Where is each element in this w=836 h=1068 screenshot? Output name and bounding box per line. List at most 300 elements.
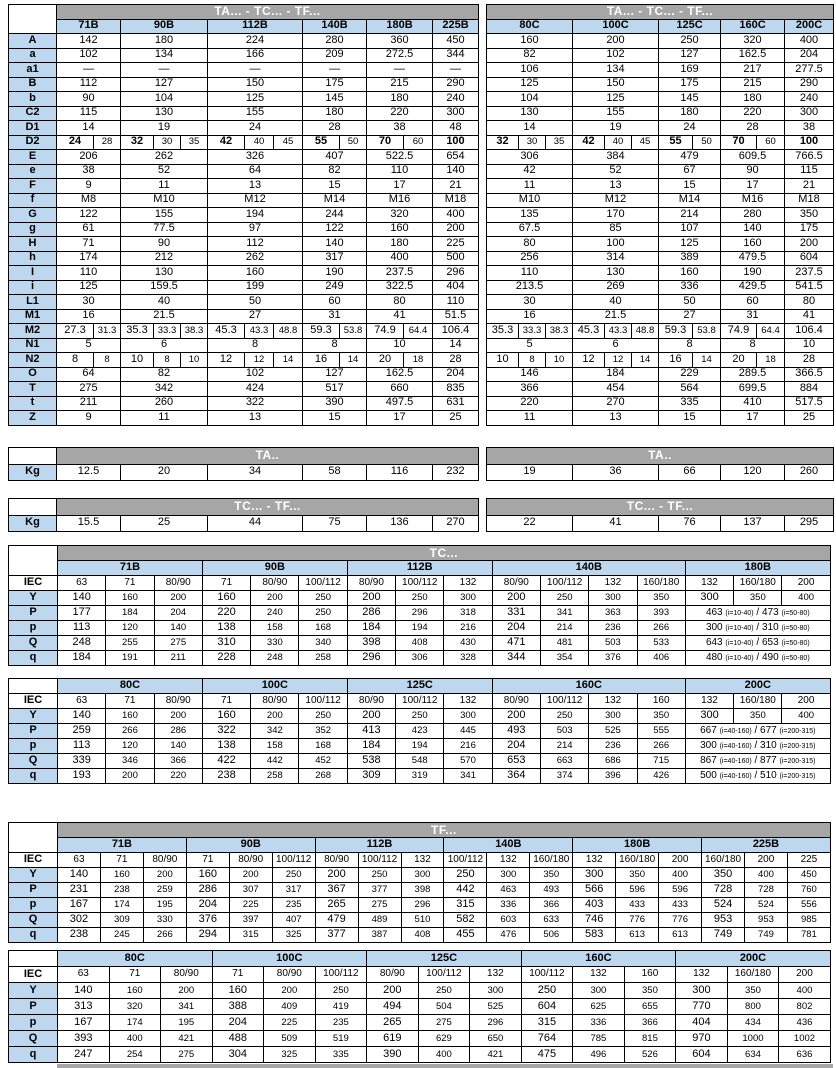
cell: 160 <box>624 967 676 983</box>
cell: 300 <box>685 591 733 606</box>
cell: 643 (i=10-40) / 653 (i=50-80) <box>685 636 830 651</box>
dimensions-table-c-sizes <box>486 4 834 426</box>
kg-tctf-c <box>486 498 834 532</box>
cell: 50 <box>208 295 303 310</box>
cell: 200 <box>229 868 272 883</box>
cell: 445 <box>444 724 492 739</box>
cell: 170 <box>573 208 659 223</box>
cell: 247 <box>58 1047 110 1063</box>
cell: 232 <box>433 464 479 481</box>
cell: 407 <box>303 150 367 165</box>
cell: 631 <box>433 396 479 411</box>
cell: 250 <box>358 868 401 883</box>
size-header: 160C <box>521 951 676 967</box>
cell: 250 <box>521 983 573 999</box>
cell: 138 <box>202 621 250 636</box>
row-label: i <box>9 280 57 295</box>
cell: 393 <box>637 606 685 621</box>
cell: 225 <box>787 853 830 868</box>
cell: 350 <box>785 208 834 223</box>
cell: 180 <box>367 92 433 107</box>
cell: 184 <box>347 621 395 636</box>
cell: 629 <box>418 1031 470 1047</box>
cell: 71 <box>57 237 121 252</box>
cell: 667 (i=40-160) / 677 (i=200-315) <box>685 724 830 739</box>
row-label: f <box>9 193 57 208</box>
cell: 363 <box>589 606 637 621</box>
cell: 524 <box>745 898 788 913</box>
cell: 374 <box>540 769 588 784</box>
cell: M10 <box>121 193 208 208</box>
cell: 140 <box>154 621 202 636</box>
cell: 224 <box>208 34 303 49</box>
cell: 102 <box>573 48 659 63</box>
cell: 322 <box>208 396 303 411</box>
cell: M16 <box>721 193 785 208</box>
cell: 315 <box>444 898 487 913</box>
cell: 225 <box>433 237 479 252</box>
size-header: 90B <box>186 838 315 853</box>
cell: 41 <box>785 309 834 324</box>
cell: 430 <box>444 636 492 651</box>
cell: 326 <box>208 150 303 165</box>
cell: 250 <box>299 606 347 621</box>
table-title: TA.. <box>57 448 479 465</box>
cell: 596 <box>659 883 702 898</box>
cell: 52 <box>573 164 659 179</box>
cell: 48 <box>433 121 479 136</box>
tc-table-c <box>8 678 831 784</box>
cell: 259 <box>143 883 186 898</box>
cell: 184 <box>347 739 395 754</box>
cell: 280 <box>721 208 785 223</box>
cell: 341 <box>161 999 213 1015</box>
ratio-note: (i=10-40) <box>725 609 754 617</box>
cell: 106.4 <box>785 324 834 339</box>
cell: 27 <box>659 309 721 324</box>
size-header: 225B <box>702 838 831 853</box>
cell: 20 <box>721 353 757 368</box>
cell: 272.5 <box>367 48 433 63</box>
corner-cell <box>9 499 57 516</box>
cell: 211 <box>57 396 121 411</box>
cell: 200 <box>154 591 202 606</box>
cell: 190 <box>303 266 367 281</box>
ratio-note: (i=10-40) <box>725 624 754 632</box>
cell: 489 <box>358 913 401 928</box>
size-header: 180B <box>573 838 702 853</box>
cell: 228 <box>202 651 250 666</box>
cell: 275 <box>418 1015 470 1031</box>
cell: 802 <box>779 999 831 1015</box>
cell: 260 <box>785 464 834 481</box>
cell: 300 <box>487 868 530 883</box>
cell: 15 <box>659 411 721 426</box>
cell: 254 <box>109 1047 161 1063</box>
cell: 339 <box>58 754 106 769</box>
cell: 404 <box>433 280 479 295</box>
cell: 145 <box>303 92 367 107</box>
cell: 28 <box>94 135 121 150</box>
cell: 200 <box>782 694 830 709</box>
cell: 613 <box>659 928 702 943</box>
size-header: 140B <box>492 561 685 576</box>
cell: 366 <box>487 382 573 397</box>
cell: 231 <box>58 883 101 898</box>
cell: M14 <box>303 193 367 208</box>
cell: 162.5 <box>721 48 785 63</box>
cell: 300 <box>444 591 492 606</box>
cell: 195 <box>161 1015 213 1031</box>
size-header: 80C <box>487 19 573 34</box>
cell: 107 <box>659 222 721 237</box>
cell: 715 <box>637 754 685 769</box>
cell: 35 <box>181 135 208 150</box>
cell: — <box>208 63 303 78</box>
cell: 953 <box>745 913 788 928</box>
cell: 80 <box>367 295 433 310</box>
cell: 200 <box>492 709 540 724</box>
cell: 71 <box>109 967 161 983</box>
cell: 265 <box>315 898 358 913</box>
cell: 15 <box>303 411 367 426</box>
cell: 40 <box>605 135 632 150</box>
cell: 330 <box>143 913 186 928</box>
cell: 238 <box>58 928 101 943</box>
cell: 214 <box>540 621 588 636</box>
cell: 200 <box>347 591 395 606</box>
cell: 200 <box>315 868 358 883</box>
cell: 200 <box>251 709 299 724</box>
cell: 764 <box>521 1031 573 1047</box>
corner-cell <box>9 5 57 34</box>
cell: 13 <box>573 411 659 426</box>
cell: 325 <box>264 1047 316 1063</box>
cell: 200 <box>347 709 395 724</box>
cell: 5 <box>487 338 573 353</box>
cell: 259 <box>58 724 106 739</box>
cell: 249 <box>303 280 367 295</box>
cell: 175 <box>659 77 721 92</box>
cell: 255 <box>106 636 154 651</box>
cell: 100/112 <box>418 967 470 983</box>
cell: 250 <box>299 591 347 606</box>
cell: 13 <box>573 179 659 194</box>
cell: 200 <box>143 868 186 883</box>
cell: 17 <box>367 179 433 194</box>
cell: 17 <box>721 179 785 194</box>
cell: 408 <box>396 636 444 651</box>
cell: 367 <box>315 883 358 898</box>
row-label: Y <box>9 709 58 724</box>
cell: 61 <box>57 222 121 237</box>
cell: 564 <box>659 382 721 397</box>
cell: 250 <box>444 868 487 883</box>
cell: 476 <box>487 928 530 943</box>
cell: 200 <box>106 769 154 784</box>
cell: 509 <box>264 1031 316 1047</box>
cell: 52 <box>121 164 208 179</box>
cell: — <box>303 63 367 78</box>
cell: 815 <box>624 1031 676 1047</box>
cell: 51.5 <box>433 309 479 324</box>
cell: 776 <box>616 913 659 928</box>
cell: 184 <box>106 606 154 621</box>
cell: 317 <box>303 251 367 266</box>
cell: 204 <box>492 621 540 636</box>
cell: 27 <box>208 309 303 324</box>
cell: 10 <box>367 338 433 353</box>
cell: 406 <box>637 651 685 666</box>
cell: 313 <box>58 999 110 1015</box>
cell: 524 <box>702 898 745 913</box>
cell: 60 <box>303 295 367 310</box>
cell: 132 <box>401 853 444 868</box>
cell: 160 <box>659 266 721 281</box>
cell: 190 <box>721 266 785 281</box>
cell: 160/180 <box>727 967 779 983</box>
cell: 193 <box>58 769 106 784</box>
cell: 71 <box>106 694 154 709</box>
cell: 525 <box>470 999 522 1015</box>
ratio-note: (i=50-80) <box>781 639 810 647</box>
cell: 13 <box>208 179 303 194</box>
row-label: H <box>9 237 57 252</box>
cell: 38 <box>367 121 433 136</box>
cell: 526 <box>624 1047 676 1063</box>
cell: 404 <box>676 1015 728 1031</box>
cell: 300 <box>785 106 834 121</box>
cell: 596 <box>616 883 659 898</box>
cell: 53.8 <box>693 324 721 339</box>
cell: 100 <box>573 237 659 252</box>
cell: 30 <box>154 135 181 150</box>
cell: 55 <box>303 135 340 150</box>
cell: 200 <box>745 853 788 868</box>
cell: 30 <box>519 135 546 150</box>
cell: 479 <box>315 913 358 928</box>
cell: 350 <box>702 868 745 883</box>
cell: 160/180 <box>637 576 685 591</box>
cell: 336 <box>573 1015 625 1031</box>
cell: 350 <box>734 709 782 724</box>
cell: 175 <box>785 222 834 237</box>
cell: 80/90 <box>154 576 202 591</box>
cell: 400 <box>367 251 433 266</box>
size-header: 80C <box>58 679 203 694</box>
cell: 20 <box>121 464 208 481</box>
row-label: P <box>9 606 58 621</box>
cell: 619 <box>367 1031 419 1047</box>
cell: 204 <box>186 898 229 913</box>
cell: 240 <box>251 606 299 621</box>
cell: 160/180 <box>702 853 745 868</box>
ratio-note: (i=40-160) <box>719 757 752 765</box>
cell: 17 <box>721 411 785 426</box>
cell: 40 <box>121 295 208 310</box>
cell: 125 <box>659 237 721 252</box>
size-header: 71B <box>58 838 187 853</box>
cell: 393 <box>58 1031 110 1047</box>
cell: 5 <box>57 338 121 353</box>
cell: 604 <box>785 251 834 266</box>
cell: 488 <box>212 1031 264 1047</box>
cell: 479 <box>659 150 721 165</box>
cell: 180 <box>121 34 208 49</box>
cell: 132 <box>573 967 625 983</box>
cell: 80/90 <box>492 576 540 591</box>
cell: 100/112 <box>299 576 347 591</box>
cell: 106 <box>487 63 573 78</box>
cell: 633 <box>530 913 573 928</box>
cell: 74.9 <box>367 324 404 339</box>
cell: 204 <box>492 739 540 754</box>
weight-table-ta-c <box>486 447 834 481</box>
cell: 295 <box>785 515 834 532</box>
cell: 140 <box>58 591 106 606</box>
cell: 310 <box>202 636 250 651</box>
cell: 122 <box>303 222 367 237</box>
cell: 250 <box>272 868 315 883</box>
cell: 266 <box>637 621 685 636</box>
cell: 12 <box>573 353 605 368</box>
cell: 67 <box>659 164 721 179</box>
size-header: 71B <box>58 561 203 576</box>
size-header: 71B <box>57 19 121 34</box>
cell: 290 <box>433 77 479 92</box>
cell: 220 <box>154 769 202 784</box>
cell: 21.5 <box>573 309 659 324</box>
cell: — <box>121 63 208 78</box>
cell: 140 <box>58 868 101 883</box>
cell: 364 <box>492 769 540 784</box>
cell: 21.5 <box>121 309 208 324</box>
cell: 555 <box>637 724 685 739</box>
cell: 250 <box>418 983 470 999</box>
cell: 286 <box>186 883 229 898</box>
cell: 275 <box>358 898 401 913</box>
weight-table-tctf-b <box>8 498 479 532</box>
row-label: D2 <box>9 135 57 150</box>
cell: 11 <box>121 179 208 194</box>
cell: 19 <box>573 121 659 136</box>
cell: 145 <box>659 92 721 107</box>
cell: 300 <box>589 591 637 606</box>
cell: 14 <box>433 338 479 353</box>
cell: 413 <box>347 724 395 739</box>
cell: 225 <box>264 1015 316 1031</box>
size-header: 112B <box>347 561 492 576</box>
cell: 175 <box>303 77 367 92</box>
cell: 180 <box>303 106 367 121</box>
size-header: 200C <box>685 679 830 694</box>
cell: 422 <box>202 754 250 769</box>
cell: 384 <box>573 150 659 165</box>
ratio-note: (i=50-80) <box>781 624 810 632</box>
cell: 112 <box>208 237 303 252</box>
cell: 58 <box>303 464 367 481</box>
cell: 160 <box>100 868 143 883</box>
cell: 11 <box>487 179 573 194</box>
cell: 663 <box>540 754 588 769</box>
cell: 199 <box>208 280 303 295</box>
size-header: 112B <box>208 19 303 34</box>
cell: 636 <box>779 1047 831 1063</box>
cell: 194 <box>396 621 444 636</box>
row-label: A <box>9 34 57 49</box>
cell: 400 <box>782 709 830 724</box>
cell: 64 <box>57 367 121 382</box>
size-header: 200C <box>785 19 834 34</box>
cell: 533 <box>637 636 685 651</box>
cell: 320 <box>109 999 161 1015</box>
cell: 423 <box>396 724 444 739</box>
cell: 160 <box>106 709 154 724</box>
cell: 304 <box>212 1047 264 1063</box>
cell: 41 <box>367 309 433 324</box>
row-label: t <box>9 396 57 411</box>
ratio-note: (i=200-315) <box>779 772 816 780</box>
cell: 11 <box>121 411 208 426</box>
cell: 132 <box>685 576 733 591</box>
cell: 45.3 <box>208 324 245 339</box>
cell: 110 <box>57 266 121 281</box>
cell: 517 <box>303 382 367 397</box>
cell: 867 (i=40-160) / 877 (i=200-315) <box>685 754 830 769</box>
tc-table-b <box>8 545 831 666</box>
row-label: e <box>9 164 57 179</box>
cell: 137 <box>721 515 785 532</box>
cell: 100/112 <box>540 694 588 709</box>
cell: 309 <box>347 769 395 784</box>
cell: 24 <box>208 121 303 136</box>
cell: 25 <box>785 411 834 426</box>
size-header: 180B <box>685 561 830 576</box>
cell: 66 <box>659 464 721 481</box>
cell: 296 <box>401 898 444 913</box>
cell: 136 <box>367 515 433 532</box>
cell: 500 <box>433 251 479 266</box>
cell: 80/90 <box>367 967 419 983</box>
cell: 13 <box>208 411 303 426</box>
cell: 400 <box>745 868 788 883</box>
size-header: 80C <box>58 951 213 967</box>
row-label: G <box>9 208 57 223</box>
cell: 85 <box>573 222 659 237</box>
kg-tctf-b <box>8 498 479 532</box>
cell: 6 <box>573 338 659 353</box>
cell: 463 <box>487 883 530 898</box>
row-label: Q <box>9 636 58 651</box>
cell: 18 <box>404 353 433 368</box>
cell: 306 <box>487 150 573 165</box>
cell: 496 <box>573 1047 625 1063</box>
cell: 160 <box>202 709 250 724</box>
cell: 38 <box>57 164 121 179</box>
cell: 25 <box>433 411 479 426</box>
cell: 229 <box>659 367 721 382</box>
cell: 604 <box>676 1047 728 1063</box>
row-label: a <box>9 48 57 63</box>
cell: 235 <box>272 898 315 913</box>
tc-iec-table-b-sizes <box>8 545 831 666</box>
cell: 80/90 <box>229 853 272 868</box>
cell: 64.4 <box>404 324 433 339</box>
cell: 43.3 <box>605 324 632 339</box>
tf-table-c <box>8 950 831 1063</box>
cell: 258 <box>251 769 299 784</box>
cell: 166 <box>208 48 303 63</box>
